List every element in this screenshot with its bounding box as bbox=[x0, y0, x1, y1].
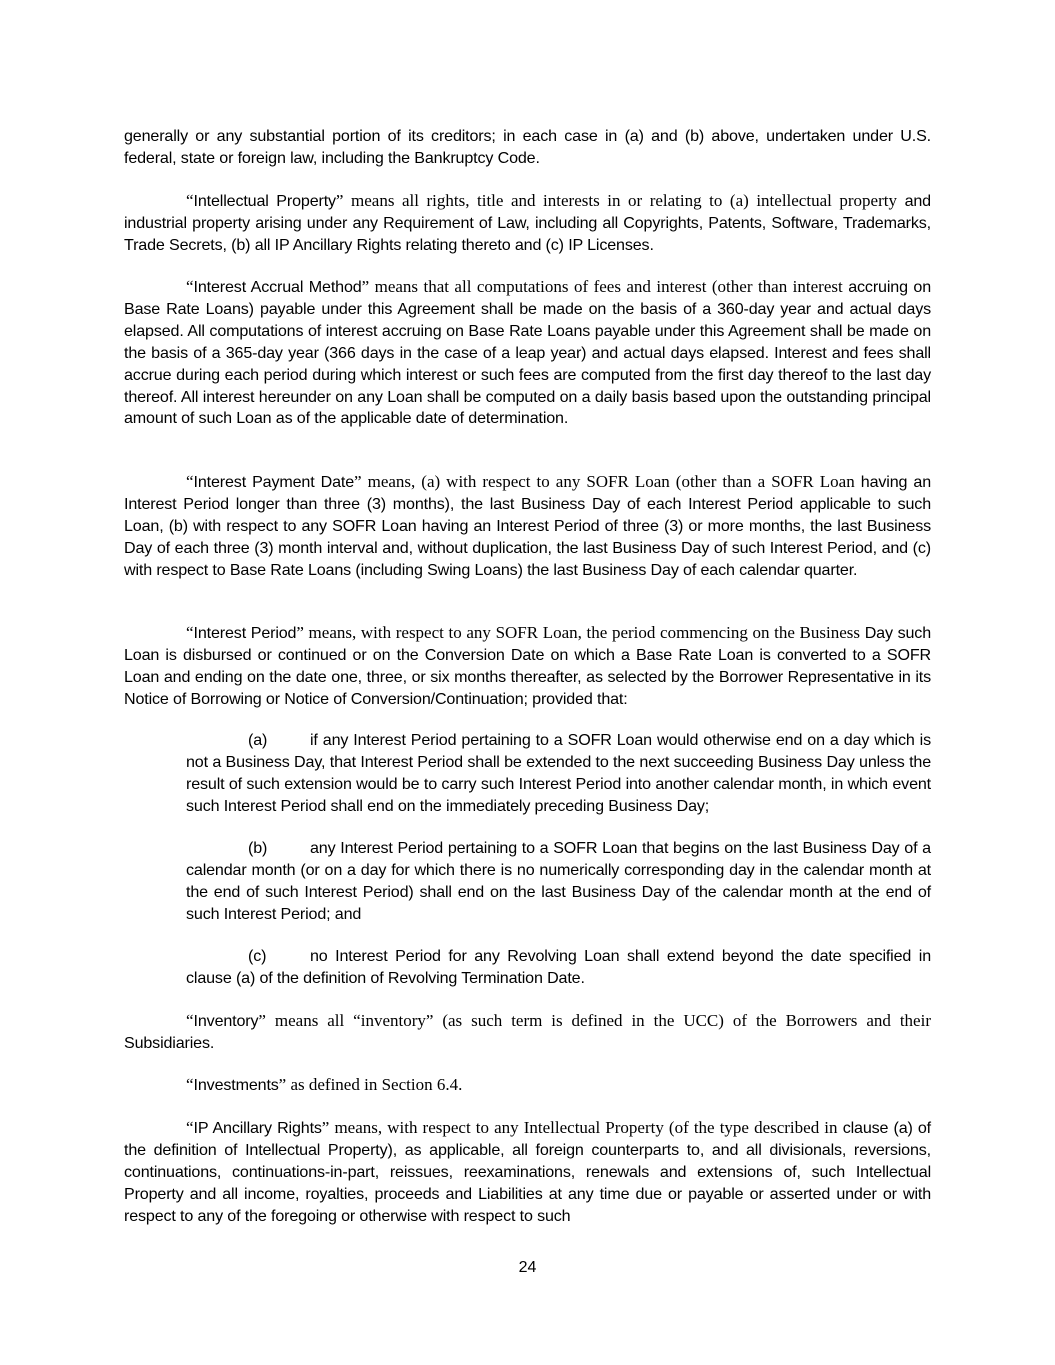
definition-interest-period: “Interest Period” means, with respect to any SOFR Loan, the period commencing on the Business Day such Loan is disbursed or continued or on the Conversion Date on which a Base Rate Loan is converted to a SOFR Loan and ending on the date one, three, or six months thereafter, as selected by the Borrower Representative in its Notice of Borrowing or Notice of Conversion/Continuation; provided that: bbox=[124, 623, 931, 708]
definition-lead: means, (a) with respect to any SOFR Loan (other than a SOFR Loan bbox=[361, 472, 855, 491]
definition-ip-ancillary-rights: “IP Ancillary Rights” means, with respect to any Intellectual Property (of the type described in clause (a) of the definition of Intellectual Property), as applicable, all foreign counterparts to, and all divisionals, reversions, continuations, continuations-in-part, reissues, reexaminations, renewals and extensions of, such Intellectual Property and all income, royalties, proceeds and Liabilities at any time due or payable or asserted under or with respect to any of the foregoing or otherwise with respect to such bbox=[124, 1118, 931, 1225]
defined-term: IP Ancillary Rights bbox=[193, 1119, 322, 1137]
clause-a bbox=[186, 730, 931, 818]
clause-number: (b) bbox=[248, 839, 268, 857]
definition-interest-accrual-method: “Interest Accrual Method” means that all computations of fees and interest (other than interest accruing on Base Rate Loans) payable under this Agreement shall be made on the basis of a 360-day year and actual days elapsed. All computations of interest accruing on Base Rate Loans payable under this Agreement shall be made on the basis of a 365-day year (366 days in the case of a leap year) and actual days elapsed. Interest and fees shall accrue during each period during which interest or such fees are computed from the first day thereof to the last day thereof. All interest hereunder on any Loan shall be computed on a daily basis based upon the outstanding principal amount of such Loan as of the applicable date of determination. bbox=[124, 277, 931, 428]
clause-b bbox=[186, 838, 931, 926]
defined-term: Interest Accrual Method bbox=[193, 278, 362, 296]
definition-interest-payment-date: “Interest Payment Date” means, (a) with respect to any SOFR Loan (other than a SOFR Loan having an Interest Period longer than three (3) months), the last Business Day of each Interest Period applicable to such Loan, (b) with respect to any SOFR Loan having an Interest Period of three (3) or more months, the last Business Day of each three (3) month interval and, without duplication, the last Business Day of such Interest Period, and (c) with respect to Base Rate Loans (including Swing Loans) the last Business Day of each calendar quarter. bbox=[124, 472, 931, 579]
definition-lead: means, with respect to any Intellectual Property (of the type described in bbox=[329, 1118, 838, 1137]
definition-text: Day such Loan is disbursed or continued or on the Conversion Date on which a Base Rate Loan is converted to a SOFR Loan and ending on the date one, three, or six months thereafter, as selected by the Borrower Representative in its Notice of Borrowing or Notice of Conversion/Continuation; provided that: bbox=[124, 624, 931, 708]
definition-lead: means, with respect to any SOFR Loan, the period commencing on the Business bbox=[303, 623, 860, 642]
paragraph-continuation bbox=[124, 126, 931, 170]
defined-term: Investments bbox=[193, 1076, 279, 1094]
definition-inventory: “Inventory” means all “inventory” (as such term is defined in the UCC) of the Borrowers and their Subsidiaries. bbox=[124, 1011, 931, 1052]
defined-term: Interest Period bbox=[193, 624, 297, 642]
defined-term: Intellectual Property bbox=[193, 192, 336, 210]
clause-text: if any Interest Period pertaining to a SOFR Loan would otherwise end on a day which is not a Business Day, that Interest Period shall be extended to the next succeeding Business Day unless the result of such extension would be to carry such Interest Period into another calendar month, in which event such Interest Period shall end on the immediately preceding Business Day; bbox=[186, 731, 931, 815]
clause-text: no Interest Period for any Revolving Loan shall extend beyond the date specified in clause (a) of the definition of Revolving Termination Date. bbox=[186, 947, 931, 987]
definition-lead: means all rights, title and interests in or relating to (a) intellectual property bbox=[343, 191, 897, 210]
definition-text: clause (a) of the definition of Intellectual Property), as applicable, all foreign counterparts to, and all divisionals, reversions, continuations, continuations-in-part, reissues, reexaminations, renewals and extensions of, such Intellectual Property and all income, royalties, proceeds and Liabilities at any time due or payable or asserted under or with respect to any of the foregoing or otherwise with respect to such bbox=[124, 1119, 931, 1225]
definition-text: and industrial property arising under any Requirement of Law, including all Copyrights, Patents, Software, Trademarks, Trade Secrets, (b) all IP Ancillary Rights relating thereto and (c) IP Licenses. bbox=[124, 192, 931, 254]
defined-term: Interest Payment Date bbox=[193, 473, 355, 491]
defined-term: Inventory bbox=[193, 1012, 259, 1030]
definition-text: accruing on Base Rate Loans) payable under this Agreement shall be made on the basis of a 360-day year and actual days elapsed. All computations of interest accruing on Base Rate Loans payable under this Agreement shall be made on the basis of a 365-day year (366 days in the case of a leap year) and actual days elapsed. Interest and fees shall accrue during each period during which interest or such fees are computed from the first day thereof to the last day thereof. All interest hereunder on any Loan shall be computed on a daily basis based upon the outstanding principal amount of such Loan as of the applicable date of determination. bbox=[124, 278, 931, 428]
definition-text: Subsidiaries. bbox=[124, 1033, 215, 1052]
page-number: 24 bbox=[518, 1259, 537, 1276]
paragraph-text: generally or any substantial portion of its creditors; in each case in (a) and (b) above, undertaken under U.S. federal, state or foreign law, including the Bankruptcy Code. bbox=[124, 127, 931, 167]
clause-c bbox=[186, 946, 931, 990]
definition-lead: as defined in Section 6.4. bbox=[286, 1075, 463, 1094]
definition-lead: means all “inventory” (as such term is defined in the UCC) of the Borrowers and their bbox=[265, 1011, 931, 1030]
definition-intellectual-property: “Intellectual Property” means all rights, title and interests in or relating to (a) intellectual property and industrial property arising under any Requirement of Law, including all Copyrights, Patents, Software, Trademarks, Trade Secrets, (b) all IP Ancillary Rights relating thereto and (c) IP Licenses. bbox=[124, 191, 931, 254]
definition-investments: “Investments” as defined in Section 6.4. bbox=[186, 1075, 463, 1094]
definition-text: having an Interest Period longer than three (3) months), the last Business Day of each Interest Period applicable to such Loan, (b) with respect to any SOFR Loan having an Interest Period of three (3) or more months, the last Business Day of each three (3) month interval and, without duplication, the last Business Day of such Interest Period, and (c) with respect to Base Rate Loans (including Swing Loans) the last Business Day of each calendar quarter. bbox=[124, 473, 931, 579]
clause-text: any Interest Period pertaining to a SOFR Loan that begins on the last Business Day of a calendar month (or on a day for which there is no numerically corresponding day in the calendar month at the end of such Interest Period) shall end on the last Business Day of the calendar month at the end of such Interest Period; and bbox=[186, 839, 931, 923]
clause-number: (c) bbox=[248, 947, 267, 965]
clause-number: (a) bbox=[248, 731, 268, 749]
definition-lead: means that all computations of fees and interest (other than interest bbox=[369, 277, 843, 296]
